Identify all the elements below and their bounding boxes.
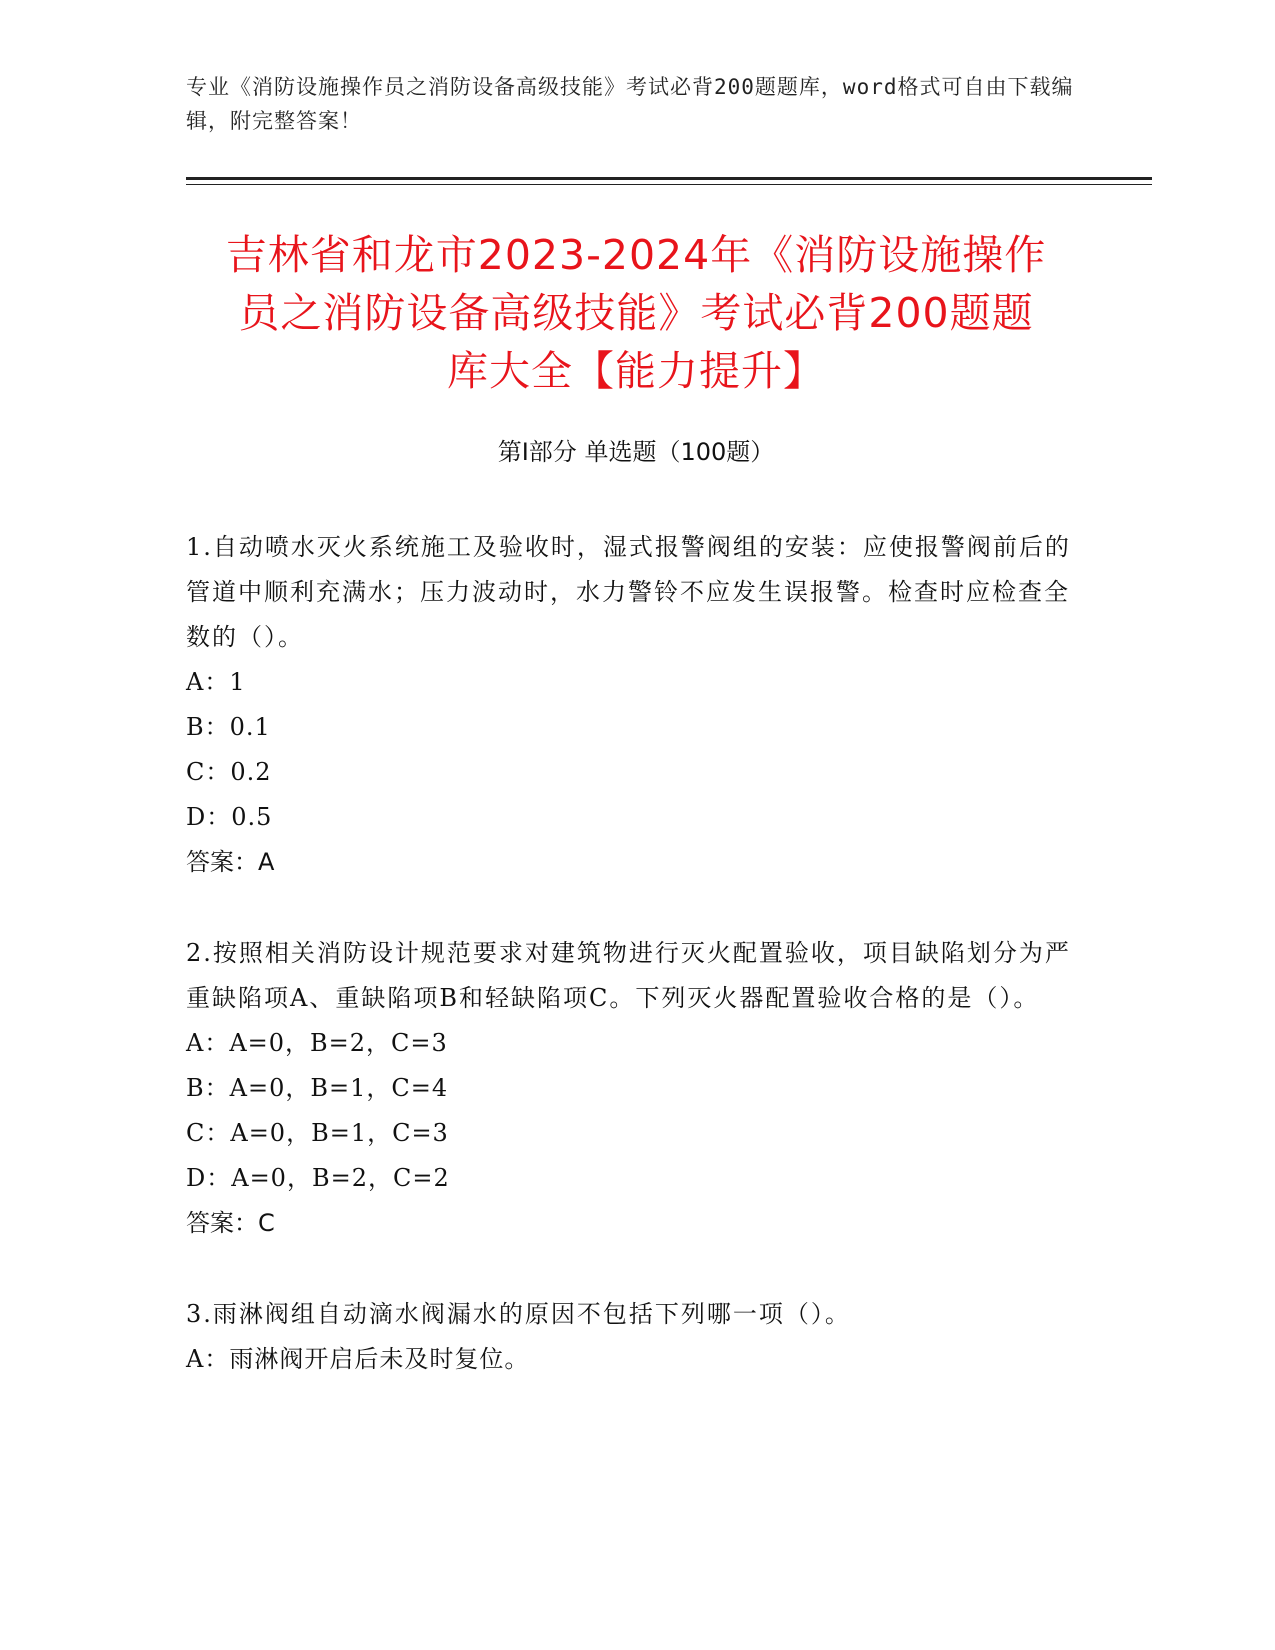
option-b: B：0.1 bbox=[186, 713, 271, 741]
question-1 bbox=[186, 525, 1086, 885]
question-3 bbox=[186, 1292, 1086, 1382]
question-stem: 3.雨淋阀组自动滴水阀漏水的原因不包括下列哪一项（）。 bbox=[186, 1300, 851, 1328]
title-line-3: 库大全【能力提升】 bbox=[447, 347, 825, 395]
header-divider-thin bbox=[186, 184, 1152, 185]
question-2 bbox=[186, 931, 1086, 1246]
question-list bbox=[186, 525, 1086, 1428]
header-note: 专业《消防设施操作员之消防设备高级技能》考试必背200题题库，word格式可自由下载编辑，附完整答案！ bbox=[186, 75, 1074, 133]
title-line-2: 员之消防设备高级技能》考试必背200题题 bbox=[238, 289, 1034, 337]
option-a: A：A=0，B=2，C=3 bbox=[186, 1029, 448, 1057]
option-c: C：A=0，B=1，C=3 bbox=[186, 1119, 449, 1147]
document-title bbox=[186, 226, 1086, 400]
question-stem: 2.按照相关消防设计规范要求对建筑物进行灭火配置验收，项目缺陷划分为严重缺陷项A、重缺陷项B和轻缺陷项C。下列灭火器配置验收合格的是（）。 bbox=[186, 939, 1071, 1012]
option-a: A：1 bbox=[186, 668, 246, 696]
answer: 答案：C bbox=[186, 1209, 275, 1237]
option-a: A：雨淋阀开启后未及时复位。 bbox=[186, 1345, 530, 1373]
header-divider-thick bbox=[186, 177, 1152, 180]
answer: 答案：A bbox=[186, 848, 275, 876]
option-b: B：A=0，B=1，C=4 bbox=[186, 1074, 449, 1102]
option-c: C：0.2 bbox=[186, 758, 272, 786]
option-d: D：A=0，B=2，C=2 bbox=[186, 1164, 450, 1192]
title-line-1: 吉林省和龙市2023-2024年《消防设施操作 bbox=[225, 231, 1047, 279]
section-title: 第Ⅰ部分 单选题（100题） bbox=[497, 438, 775, 466]
question-stem: 1.自动喷水灭火系统施工及验收时，湿式报警阀组的安装：应使报警阀前后的管道中顺利充满水；压力波动时，水力警铃不应发生误报警。检查时应检查全数的（）。 bbox=[186, 533, 1071, 651]
option-d: D：0.5 bbox=[186, 803, 273, 831]
